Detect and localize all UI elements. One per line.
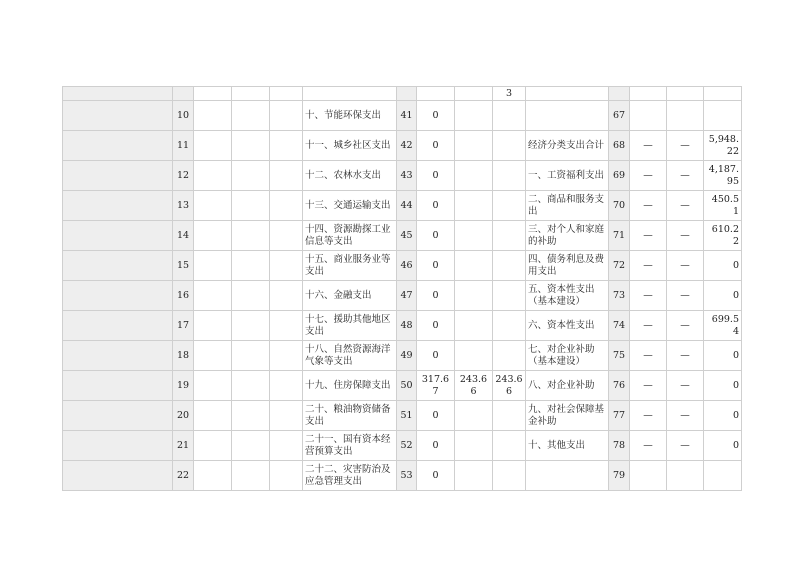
right-value: 0 <box>704 431 742 461</box>
left-line-code: 53 <box>397 461 417 491</box>
table-body <box>63 87 742 491</box>
left-value-general <box>455 191 493 221</box>
left-value-fund: 3 <box>493 87 526 101</box>
table-cell <box>232 281 270 311</box>
table-cell <box>63 87 173 101</box>
right-dash-2 <box>667 461 704 491</box>
right-dash-2: — <box>667 401 704 431</box>
left-item-label: 十六、金融支出 <box>303 281 397 311</box>
table-row <box>63 251 742 281</box>
table-cell <box>232 101 270 131</box>
table-cell <box>194 371 232 401</box>
right-value <box>704 101 742 131</box>
table-cell <box>63 161 173 191</box>
right-dash-2: — <box>667 251 704 281</box>
right-dash-2: — <box>667 341 704 371</box>
table-cell <box>270 221 303 251</box>
left-item-label: 二十一、国有资本经营预算支出 <box>303 431 397 461</box>
right-item-label: 八、对企业补助 <box>526 371 609 401</box>
table-cell <box>63 311 173 341</box>
right-dash-1 <box>630 461 667 491</box>
left-value-general <box>455 461 493 491</box>
right-value: 0 <box>704 281 742 311</box>
right-dash-1 <box>630 101 667 131</box>
right-dash-2: — <box>667 431 704 461</box>
table-row <box>63 341 742 371</box>
right-item-label: 六、资本性支出 <box>526 311 609 341</box>
right-item-label: 五、资本性支出（基本建设） <box>526 281 609 311</box>
left-item-label: 十九、住房保障支出 <box>303 371 397 401</box>
left-value-general <box>455 251 493 281</box>
left-value-total: 0 <box>417 461 455 491</box>
left-value-general <box>455 221 493 251</box>
right-dash-2: — <box>667 371 704 401</box>
right-value <box>704 461 742 491</box>
right-value: 4,187.95 <box>704 161 742 191</box>
left-value-fund <box>493 101 526 131</box>
right-dash-1: — <box>630 401 667 431</box>
left-value-fund: 243.66 <box>493 371 526 401</box>
table-row <box>63 161 742 191</box>
right-item-label: 一、工资福利支出 <box>526 161 609 191</box>
left-item-label: 十四、资源勘探工业信息等支出 <box>303 221 397 251</box>
right-item-label <box>526 101 609 131</box>
table-cell <box>270 281 303 311</box>
table-cell <box>232 251 270 281</box>
right-dash-1: — <box>630 161 667 191</box>
table-cell <box>270 401 303 431</box>
left-value-general <box>455 87 493 101</box>
seq-cell <box>173 87 194 101</box>
table-row <box>63 131 742 161</box>
left-item-label: 十八、自然资源海洋气象等支出 <box>303 341 397 371</box>
right-item-label: 二、商品和服务支出 <box>526 191 609 221</box>
table-cell <box>63 341 173 371</box>
table-cell <box>270 191 303 221</box>
left-value-total: 0 <box>417 311 455 341</box>
left-value-general <box>455 311 493 341</box>
left-item-label: 十七、援助其他地区支出 <box>303 311 397 341</box>
table-cell <box>232 461 270 491</box>
right-dash-2 <box>667 87 704 101</box>
right-dash-1: — <box>630 371 667 401</box>
right-value: 0 <box>704 371 742 401</box>
table-cell <box>194 191 232 221</box>
table-row <box>63 401 742 431</box>
table-cell <box>232 401 270 431</box>
table-cell <box>194 401 232 431</box>
left-item-label: 二十、粮油物资储备支出 <box>303 401 397 431</box>
left-value-fund <box>493 281 526 311</box>
table-cell <box>270 251 303 281</box>
table-cell <box>232 221 270 251</box>
left-value-general <box>455 341 493 371</box>
table-cell <box>194 461 232 491</box>
left-value-fund <box>493 251 526 281</box>
right-dash-1: — <box>630 341 667 371</box>
table-cell <box>63 431 173 461</box>
left-line-code: 50 <box>397 371 417 401</box>
seq-cell: 21 <box>173 431 194 461</box>
left-item-label: 十五、商业服务业等支出 <box>303 251 397 281</box>
right-value: 5,948.22 <box>704 131 742 161</box>
left-value-fund <box>493 221 526 251</box>
right-line-code: 74 <box>609 311 630 341</box>
right-line-code: 69 <box>609 161 630 191</box>
left-value-general <box>455 131 493 161</box>
seq-cell: 13 <box>173 191 194 221</box>
right-line-code: 71 <box>609 221 630 251</box>
left-value-total: 0 <box>417 221 455 251</box>
left-value-total: 0 <box>417 101 455 131</box>
right-dash-1: — <box>630 311 667 341</box>
right-item-label <box>526 461 609 491</box>
table-cell <box>270 101 303 131</box>
right-dash-2: — <box>667 311 704 341</box>
left-line-code <box>397 87 417 101</box>
table-cell <box>63 461 173 491</box>
left-line-code: 44 <box>397 191 417 221</box>
right-dash-2: — <box>667 161 704 191</box>
table-cell <box>194 341 232 371</box>
right-dash-1: — <box>630 251 667 281</box>
right-dash-2: — <box>667 281 704 311</box>
left-line-code: 43 <box>397 161 417 191</box>
left-line-code: 41 <box>397 101 417 131</box>
table-cell <box>270 161 303 191</box>
table-row <box>63 221 742 251</box>
seq-cell: 15 <box>173 251 194 281</box>
left-value-total: 0 <box>417 131 455 161</box>
right-dash-2: — <box>667 221 704 251</box>
right-dash-2: — <box>667 191 704 221</box>
left-item-label: 十三、交通运输支出 <box>303 191 397 221</box>
right-dash-1: — <box>630 431 667 461</box>
table-cell <box>194 251 232 281</box>
right-line-code: 75 <box>609 341 630 371</box>
table-cell <box>63 401 173 431</box>
right-dash-1 <box>630 87 667 101</box>
table-cell <box>232 341 270 371</box>
table-cell <box>63 251 173 281</box>
table-cell <box>232 431 270 461</box>
right-dash-2: — <box>667 131 704 161</box>
table-row <box>63 101 742 131</box>
right-item-label: 七、对企业补助（基本建设） <box>526 341 609 371</box>
table-cell <box>232 161 270 191</box>
seq-cell: 18 <box>173 341 194 371</box>
table-cell <box>270 431 303 461</box>
table-cell <box>63 281 173 311</box>
left-line-code: 45 <box>397 221 417 251</box>
table-cell <box>194 431 232 461</box>
right-dash-1: — <box>630 131 667 161</box>
left-value-fund <box>493 401 526 431</box>
left-line-code: 46 <box>397 251 417 281</box>
left-value-total: 0 <box>417 191 455 221</box>
left-value-fund <box>493 311 526 341</box>
left-line-code: 42 <box>397 131 417 161</box>
table-cell <box>194 87 232 101</box>
seq-cell: 22 <box>173 461 194 491</box>
right-value: 699.54 <box>704 311 742 341</box>
right-item-label: 四、债务利息及费用支出 <box>526 251 609 281</box>
table-row <box>63 87 742 101</box>
table-cell <box>63 101 173 131</box>
left-line-code: 47 <box>397 281 417 311</box>
left-value-fund <box>493 431 526 461</box>
right-value: 450.51 <box>704 191 742 221</box>
right-line-code: 73 <box>609 281 630 311</box>
right-dash-1: — <box>630 191 667 221</box>
table-cell <box>194 281 232 311</box>
table-cell <box>270 131 303 161</box>
seq-cell: 12 <box>173 161 194 191</box>
right-line-code: 77 <box>609 401 630 431</box>
right-value: 610.22 <box>704 221 742 251</box>
left-value-total: 317.67 <box>417 371 455 401</box>
table-cell <box>194 221 232 251</box>
left-value-general <box>455 101 493 131</box>
left-line-code: 49 <box>397 341 417 371</box>
table-cell <box>270 311 303 341</box>
left-value-fund <box>493 131 526 161</box>
table-cell <box>232 371 270 401</box>
right-value: 0 <box>704 341 742 371</box>
seq-cell: 14 <box>173 221 194 251</box>
right-line-code: 79 <box>609 461 630 491</box>
table-row <box>63 311 742 341</box>
right-item-label: 经济分类支出合计 <box>526 131 609 161</box>
table-cell <box>63 221 173 251</box>
table-row <box>63 461 742 491</box>
table-cell <box>194 161 232 191</box>
left-line-code: 52 <box>397 431 417 461</box>
left-value-total <box>417 87 455 101</box>
seq-cell: 11 <box>173 131 194 161</box>
left-value-fund <box>493 461 526 491</box>
right-line-code <box>609 87 630 101</box>
seq-cell: 16 <box>173 281 194 311</box>
left-item-label: 十一、城乡社区支出 <box>303 131 397 161</box>
left-line-code: 51 <box>397 401 417 431</box>
right-dash-1: — <box>630 281 667 311</box>
table-cell <box>232 131 270 161</box>
right-line-code: 70 <box>609 191 630 221</box>
budget-table <box>62 86 742 491</box>
table-row <box>63 431 742 461</box>
left-value-general <box>455 431 493 461</box>
right-dash-2 <box>667 101 704 131</box>
table-cell <box>270 87 303 101</box>
table-cell <box>270 461 303 491</box>
left-value-total: 0 <box>417 161 455 191</box>
seq-cell: 20 <box>173 401 194 431</box>
right-line-code: 76 <box>609 371 630 401</box>
left-item-label: 二十二、灾害防治及应急管理支出 <box>303 461 397 491</box>
table-cell <box>63 191 173 221</box>
right-item-label <box>526 87 609 101</box>
table-row <box>63 281 742 311</box>
right-value <box>704 87 742 101</box>
table-cell <box>232 191 270 221</box>
left-value-fund <box>493 191 526 221</box>
right-dash-1: — <box>630 221 667 251</box>
table-row <box>63 191 742 221</box>
seq-cell: 10 <box>173 101 194 131</box>
left-value-total: 0 <box>417 341 455 371</box>
right-line-code: 68 <box>609 131 630 161</box>
table-cell <box>270 371 303 401</box>
left-value-total: 0 <box>417 401 455 431</box>
table-cell <box>194 131 232 161</box>
left-value-general <box>455 281 493 311</box>
left-item-label: 十、节能环保支出 <box>303 101 397 131</box>
left-value-general <box>455 401 493 431</box>
left-value-total: 0 <box>417 251 455 281</box>
left-value-general <box>455 161 493 191</box>
left-line-code: 48 <box>397 311 417 341</box>
left-value-total: 0 <box>417 431 455 461</box>
table-cell <box>194 101 232 131</box>
seq-cell: 17 <box>173 311 194 341</box>
left-value-fund <box>493 341 526 371</box>
table-cell <box>232 87 270 101</box>
right-item-label: 十、其他支出 <box>526 431 609 461</box>
right-value: 0 <box>704 401 742 431</box>
left-value-general: 243.66 <box>455 371 493 401</box>
table-cell <box>270 341 303 371</box>
right-item-label: 九、对社会保障基金补助 <box>526 401 609 431</box>
right-line-code: 72 <box>609 251 630 281</box>
right-item-label: 三、对个人和家庭的补助 <box>526 221 609 251</box>
right-line-code: 67 <box>609 101 630 131</box>
table-cell <box>232 311 270 341</box>
right-value: 0 <box>704 251 742 281</box>
left-item-label: 十二、农林水支出 <box>303 161 397 191</box>
table-cell <box>63 131 173 161</box>
table-row <box>63 371 742 401</box>
left-item-label <box>303 87 397 101</box>
left-value-fund <box>493 161 526 191</box>
left-value-total: 0 <box>417 281 455 311</box>
table-cell <box>194 311 232 341</box>
right-line-code: 78 <box>609 431 630 461</box>
table-cell <box>63 371 173 401</box>
seq-cell: 19 <box>173 371 194 401</box>
